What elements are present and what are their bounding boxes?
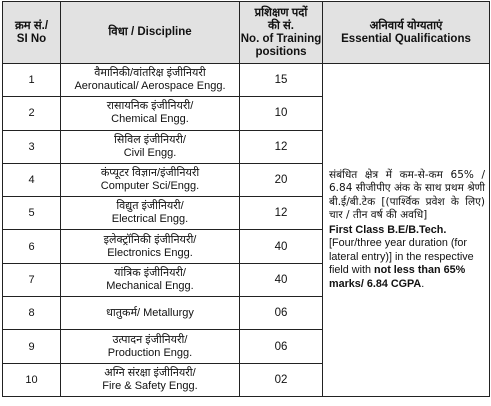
serial-number-cell: 8 (3, 297, 61, 330)
positions-cell: 20 (240, 163, 323, 196)
discipline-cell (61, 130, 240, 163)
header-positions-english-2: positions (255, 45, 307, 58)
positions-cell: 40 (240, 263, 323, 296)
discipline-hindi: कंप्यूटर विज्ञान/इंजीनियरी (100, 167, 200, 180)
discipline-cell (61, 330, 240, 363)
positions-cell: 40 (240, 230, 323, 263)
qualification-hindi: संबंधित क्षेत्र में कम-से-कम 65% / 6.84 सीजीपीए अंक के साथ प्रथम श्रेणी बी.ई/बी.टेक [(पार्श्विक प्रवेश के लिए) चार / तीन वर्ष की अवधि] (329, 168, 485, 222)
serial-number-cell: 1 (3, 64, 61, 97)
discipline-english: Production Engg. (107, 346, 193, 359)
discipline-hindi: उत्पादन इंजीनियरी/ (112, 333, 188, 346)
positions-cell: 06 (240, 330, 323, 363)
discipline-english: Aeronautical/ Aerospace Engg. (74, 80, 226, 93)
header-discipline (61, 2, 240, 64)
discipline-english: Chemical Engg. (111, 113, 189, 126)
discipline-cell (61, 197, 240, 230)
discipline-hindi: विद्युत इंजीनियरी/ (116, 200, 184, 213)
positions-cell: 10 (240, 97, 323, 130)
discipline-cell (61, 64, 240, 97)
discipline-hindi: वैमानिकी/वांतरिक्ष इंजीनियरी (94, 67, 206, 80)
qualification-english (329, 224, 485, 292)
training-positions-table (2, 1, 490, 397)
serial-number-cell: 2 (3, 97, 61, 130)
discipline-hindi: इलेक्ट्रॉनिकी इंजीनियरी/ (103, 233, 197, 246)
discipline-english: Electrical Engg. (111, 213, 189, 226)
header-serial (3, 2, 61, 64)
discipline-cell (61, 363, 240, 396)
header-serial-english: SI No (16, 32, 47, 45)
serial-number-cell: 4 (3, 163, 61, 196)
header-discipline-label: विधा / Discipline (108, 26, 192, 38)
table-body (3, 64, 490, 397)
header-positions (240, 2, 323, 64)
header-serial-hindi: क्रम सं./ (14, 19, 49, 32)
header-positions-hindi-1: प्रशिक्षण पदों (254, 6, 308, 19)
table-header-row (3, 2, 490, 64)
header-qualifications-english: Essential Qualifications (341, 32, 471, 45)
discipline-cell (61, 163, 240, 196)
positions-cell: 12 (240, 197, 323, 230)
discipline-hindi: रासायनिक इंजीनियरी/ (106, 100, 194, 113)
discipline-english: Civil Engg. (123, 146, 177, 159)
serial-number-cell: 9 (3, 330, 61, 363)
qualification-end: . (421, 277, 425, 290)
discipline-cell (61, 97, 240, 130)
discipline-cell (61, 297, 240, 330)
discipline-hindi: सिविल इंजीनियरी/ (114, 133, 186, 146)
qualification-cell (323, 64, 490, 397)
serial-number-cell: 7 (3, 263, 61, 296)
discipline-english: Fire & Safety Engg. (102, 379, 198, 392)
header-positions-english-1: No. of Training (240, 32, 322, 45)
discipline-hindi: यांत्रिक इंजीनियरी/ (114, 266, 186, 279)
discipline-cell (61, 230, 240, 263)
qualification-marks: not less than 65% marks/ 6.84 CGPA (329, 264, 466, 290)
positions-cell: 15 (240, 64, 323, 97)
discipline-hindi: अग्नि संरक्षा इंजीनियरी/ (104, 366, 196, 379)
discipline-english: Computer Sci/Engg. (100, 180, 200, 193)
positions-cell: 02 (240, 363, 323, 396)
header-positions-hindi-2: की सं. (268, 19, 294, 32)
positions-cell: 06 (240, 297, 323, 330)
serial-number-cell: 6 (3, 230, 61, 263)
header-qualifications-hindi: अनिवार्य योग्यताएं (369, 19, 443, 32)
discipline-english: Mechanical Engg. (106, 279, 194, 292)
positions-cell: 12 (240, 130, 323, 163)
serial-number-cell: 10 (3, 363, 61, 396)
discipline-cell (61, 263, 240, 296)
qualification-duration: [Four/three year duration (for lateral entry)] in the respective field with (329, 237, 474, 277)
discipline-english: Electronics Engg. (107, 246, 193, 259)
serial-number-cell: 5 (3, 197, 61, 230)
header-qualifications (323, 2, 490, 64)
serial-number-cell: 3 (3, 130, 61, 163)
qualification-degree: First Class B.E/B.Tech. (329, 223, 447, 236)
discipline-hindi: धातुकर्म/ Metallurgy (106, 306, 194, 319)
table-row (3, 64, 490, 97)
